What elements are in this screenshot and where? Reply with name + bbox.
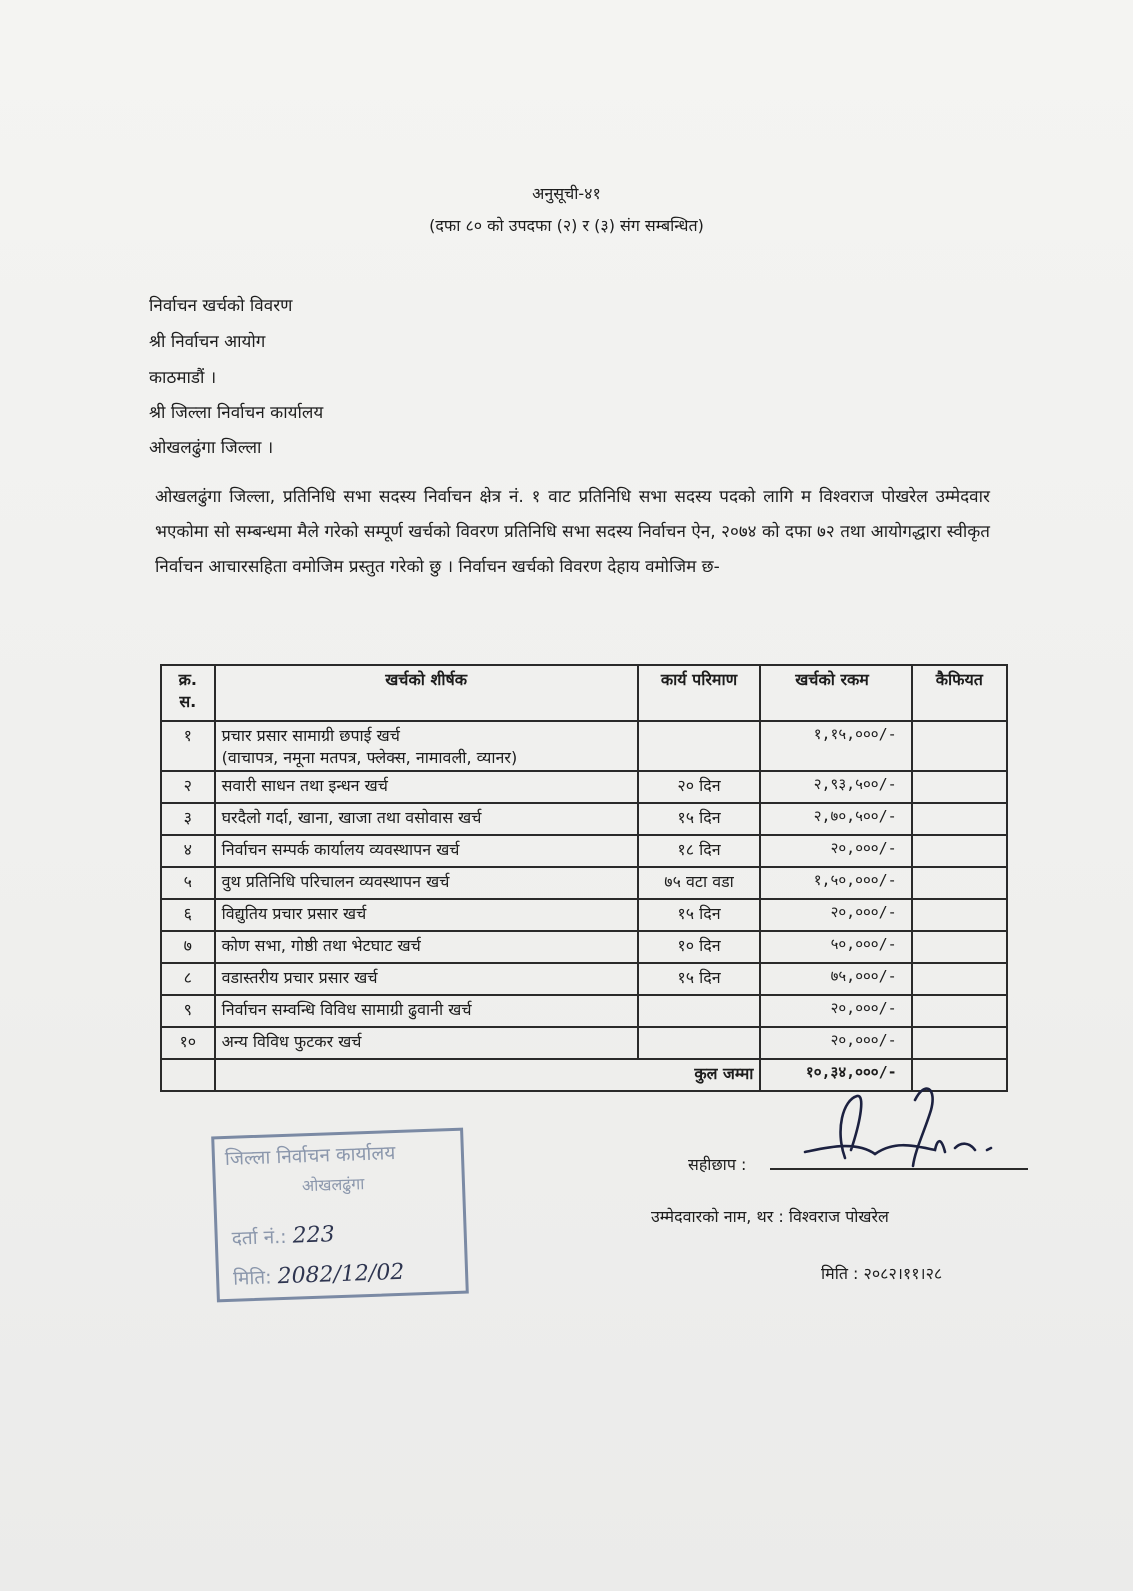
row-amount: २०,०००/- [760, 899, 911, 931]
row-sn: ५ [161, 867, 215, 899]
registration-stamp [211, 1128, 469, 1303]
row-remarks [912, 771, 1007, 803]
table-row [161, 721, 1007, 771]
row-subtitle-text: (वाचापत्र, नमूना मतपत्र, फ्लेक्स, नामावली, व्यानर) [221, 748, 518, 767]
row-remarks [912, 803, 1007, 835]
expense-table [160, 664, 1008, 1092]
table-row [161, 835, 1007, 867]
row-title: वुथ प्रतिनिधि परिचालन व्यवस्थापन खर्च [215, 867, 638, 899]
table-row [161, 771, 1007, 803]
row-amount: १,१५,०००/- [760, 721, 911, 771]
table-row [161, 931, 1007, 963]
stamp-district: ओखलढुंगा [301, 1174, 365, 1196]
stamp-reg-line [231, 1221, 335, 1251]
row-qty: १५ दिन [638, 963, 761, 995]
table-row [161, 899, 1007, 931]
stamp-date-label: मिति: [232, 1266, 272, 1290]
row-sn: ८ [161, 963, 215, 995]
total-label: कुल जम्मा [215, 1059, 761, 1091]
row-qty: १० दिन [638, 931, 761, 963]
row-remarks [912, 867, 1007, 899]
address-district: ओखलढुंगा जिल्ला । [149, 438, 274, 458]
document-date: मिति : २०८२।११।२८ [821, 1264, 943, 1283]
row-title: विद्युतिय प्रचार प्रसार खर्च [215, 899, 638, 931]
row-qty: ७५ वटा वडा [638, 867, 761, 899]
header-title: खर्चको शीर्षक [215, 665, 638, 721]
row-sn: ७ [161, 931, 215, 963]
row-remarks [912, 995, 1007, 1027]
candidate-signature [765, 1070, 1035, 1170]
row-sn: १ [161, 721, 215, 771]
address-subject: निर्वाचन खर्चको विवरण [149, 296, 293, 316]
row-qty: १८ दिन [638, 835, 761, 867]
row-qty [638, 995, 761, 1027]
row-sn: २ [161, 771, 215, 803]
row-title [215, 721, 638, 771]
row-qty [638, 1027, 761, 1059]
row-sn: ६ [161, 899, 215, 931]
row-title: वडास्तरीय प्रचार प्रसार खर्च [215, 963, 638, 995]
table-row [161, 995, 1007, 1027]
stamp-date-line [233, 1259, 405, 1291]
header-remarks: कैफियत [912, 665, 1007, 721]
row-qty: १५ दिन [638, 803, 761, 835]
header-sn: क्र. स. [161, 665, 215, 721]
stamp-office: जिल्ला निर्वाचन कार्यालय [224, 1142, 396, 1170]
stamp-date-value: 2082/12/02 [277, 1259, 405, 1290]
stamp-reg-label: दर्ता नं.: [231, 1225, 287, 1250]
body-paragraph: ओखलढुंगा जिल्ला, प्रतिनिधि सभा सदस्य निर्वाचन क्षेत्र नं. १ वाट प्रतिनिधि सभा सदस्य पदको लागि म विश्वराज पोखरेल उम्मेदवार भएकोमा सो सम्बन्धमा मैले गरेको सम्पूर्ण खर्चको विवरण प्रतिनिधि सभा सदस्य निर्वाचन ऐन, २०७४ को दफा ७२ तथा आयोगद्धारा स्वीकृत निर्वाचन आचारसहिता वमोजिम प्रस्तुत गरेको छु । निर्वाचन खर्चको विवरण देहाय वमोजिम छ- [155, 487, 990, 577]
table-header-row [161, 665, 1007, 721]
row-remarks [912, 963, 1007, 995]
row-sn: १० [161, 1027, 215, 1059]
header-qty: कार्य परिमाण [638, 665, 761, 721]
address-recipient-1: श्री निर्वाचन आयोग [149, 332, 266, 352]
table-row [161, 963, 1007, 995]
row-amount: २,९३,५००/- [760, 771, 911, 803]
row-amount: १,५०,०००/- [760, 867, 911, 899]
candidate-name: उम्मेदवारको नाम, थर : विश्वराज पोखरेल [651, 1207, 889, 1226]
row-qty: २० दिन [638, 771, 761, 803]
total-sn [161, 1059, 215, 1091]
row-amount: ५०,०००/- [760, 931, 911, 963]
row-title-text: प्रचार प्रसार सामाग्री छपाई खर्च [221, 726, 400, 745]
row-title: निर्वाचन सम्पर्क कार्यालय व्यवस्थापन खर्च [215, 835, 638, 867]
reference-subheading: (दफा ८० को उपदफा (२) र (३) संग सम्बन्धित) [429, 216, 704, 235]
row-remarks [912, 835, 1007, 867]
row-remarks [912, 1027, 1007, 1059]
row-remarks [912, 899, 1007, 931]
row-sn: ४ [161, 835, 215, 867]
row-title: सवारी साधन तथा इन्धन खर्च [215, 771, 638, 803]
row-title: निर्वाचन सम्वन्धि विविध सामाग्री ढुवानी खर्च [215, 995, 638, 1027]
row-amount: २०,०००/- [760, 995, 911, 1027]
address-city: काठमाडौं । [149, 368, 217, 388]
table-row [161, 803, 1007, 835]
total-amount: १०,३४,०००/- [760, 1059, 911, 1091]
signature-label: सहीछाप : [688, 1155, 747, 1174]
table-row [161, 867, 1007, 899]
row-amount: २,७०,५००/- [760, 803, 911, 835]
row-remarks [912, 721, 1007, 771]
header-amount: खर्चको रकम [760, 665, 911, 721]
signature-line [770, 1168, 1028, 1170]
row-sn: ३ [161, 803, 215, 835]
row-amount: २०,०००/- [760, 835, 911, 867]
row-sn: ९ [161, 995, 215, 1027]
address-recipient-2: श्री जिल्ला निर्वाचन कार्यालय [149, 403, 324, 423]
row-qty [638, 721, 761, 771]
row-title: अन्य विविध फुटकर खर्च [215, 1027, 638, 1059]
row-title: कोण सभा, गोष्ठी तथा भेटघाट खर्च [215, 931, 638, 963]
row-title: घरदैलो गर्दा, खाना, खाजा तथा वसोवास खर्च [215, 803, 638, 835]
row-amount: २०,०००/- [760, 1027, 911, 1059]
table-row [161, 1027, 1007, 1059]
row-amount: ७५,०००/- [760, 963, 911, 995]
row-qty: १५ दिन [638, 899, 761, 931]
row-remarks [912, 931, 1007, 963]
stamp-reg-number: 223 [292, 1222, 336, 1249]
schedule-heading: अनुसूची-४१ [532, 184, 601, 203]
